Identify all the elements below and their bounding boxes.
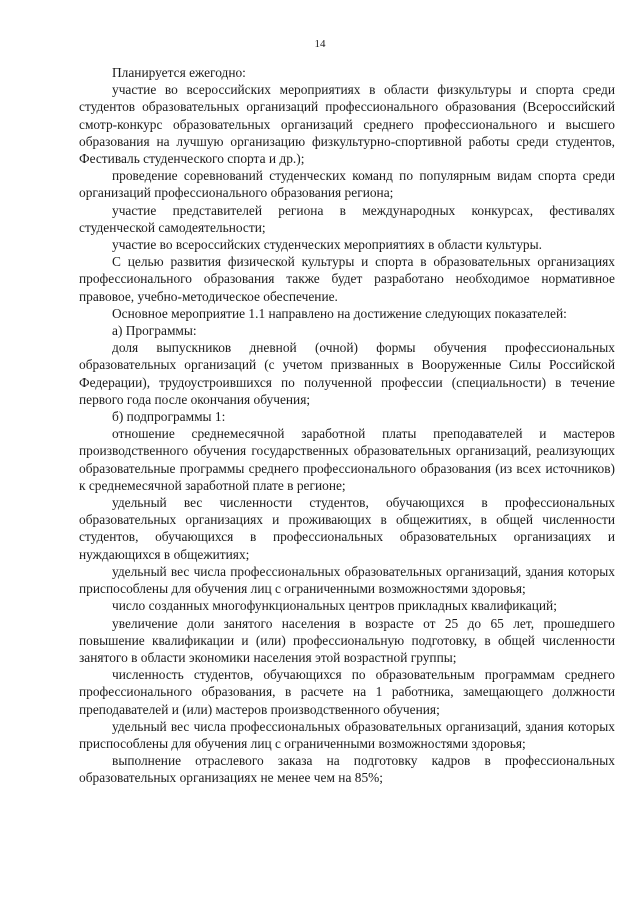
paragraph: Основное мероприятие 1.1 направлено на достижение следующих показателей: [112, 305, 567, 321]
paragraph: а) Программы: [112, 323, 197, 339]
paragraph: удельный вес числа профессиональных образовательных организаций, здания которых приспособлены для обучения лиц с ограниченными возможностями здоровья; [79, 718, 615, 751]
paragraph: С целью развития физической культуры и спорта в образовательных организациях профессионального образования также будет разработано необходимое нормативное правовое, учебно-методическое обеспечение. [79, 254, 615, 304]
paragraph: проведение соревнований студенческих команд по популярным видам спорта среди организаций профессионального образования региона; [79, 168, 615, 201]
paragraph: численность студентов, обучающихся по образовательным программам среднего профессионального образования, в расчете на 1 работника, замещающего должности преподавателей и (или) мастеров производственного обучения; [79, 667, 615, 717]
paragraph: б) подпрограммы 1: [112, 409, 226, 425]
paragraph: участие представителей региона в международных конкурсах, фестивалях студенческой самодеятельности; [79, 202, 615, 235]
page-number: 14 [314, 38, 326, 50]
paragraph: участие во всероссийских мероприятиях в области физкультуры и спорта среди студентов образовательных организаций профессионального образования (Всероссийский смотр-конкурс образовательных организаций среднего профессионального и высшего образования на лучшую организацию физкультурно-спортивной работы среди студентов, Фестиваль студенческого спорта и др.); [79, 82, 615, 167]
paragraph: увеличение доли занятого населения в возрасте от 25 до 65 лет, прошедшего повышение квалификации и (или) профессиональную подготовку, в общей численности занятого в области экономики населения этой возрастной группы; [79, 615, 615, 665]
paragraph: удельный вес численности студентов, обучающихся в профессиональных образовательных организациях и проживающих в общежитиях, в общей численности студентов, обучающихся в профессиональных образовательных организациях и нуждающихся в общежитиях; [79, 495, 615, 562]
paragraph: Планируется ежегодно: [112, 65, 246, 80]
paragraph: удельный вес числа профессиональных образовательных организаций, здания которых приспособлены для обучения лиц с ограниченными возможностями здоровья; [79, 563, 615, 597]
paragraph: участие во всероссийских студенческих мероприятиях в области культуры. [112, 237, 542, 253]
paragraph: число созданных многофункциональных центров прикладных квалификаций; [112, 598, 557, 614]
body-text [79, 64, 615, 787]
paragraph: доля выпускников дневной (очной) формы обучения профессиональных образовательных организаций (с учетом призванных в Вооруженные Силы Российской Федерации), трудоустроившихся по полученной профессии (специальности) в течение первого года после окончания обучения; [79, 340, 615, 407]
paragraph: выполнение отраслевого заказа на подготовку кадров в профессиональных образовательных организациях не менее чем на 85%; [79, 753, 615, 786]
paragraph: отношение среднемесячной заработной платы преподавателей и мастеров производственного обучения государственных образовательных организаций, реализующих образовательные программы среднего профессионального образования (из всех источников) к среднемесячной заработной плате в регионе; [79, 426, 615, 493]
